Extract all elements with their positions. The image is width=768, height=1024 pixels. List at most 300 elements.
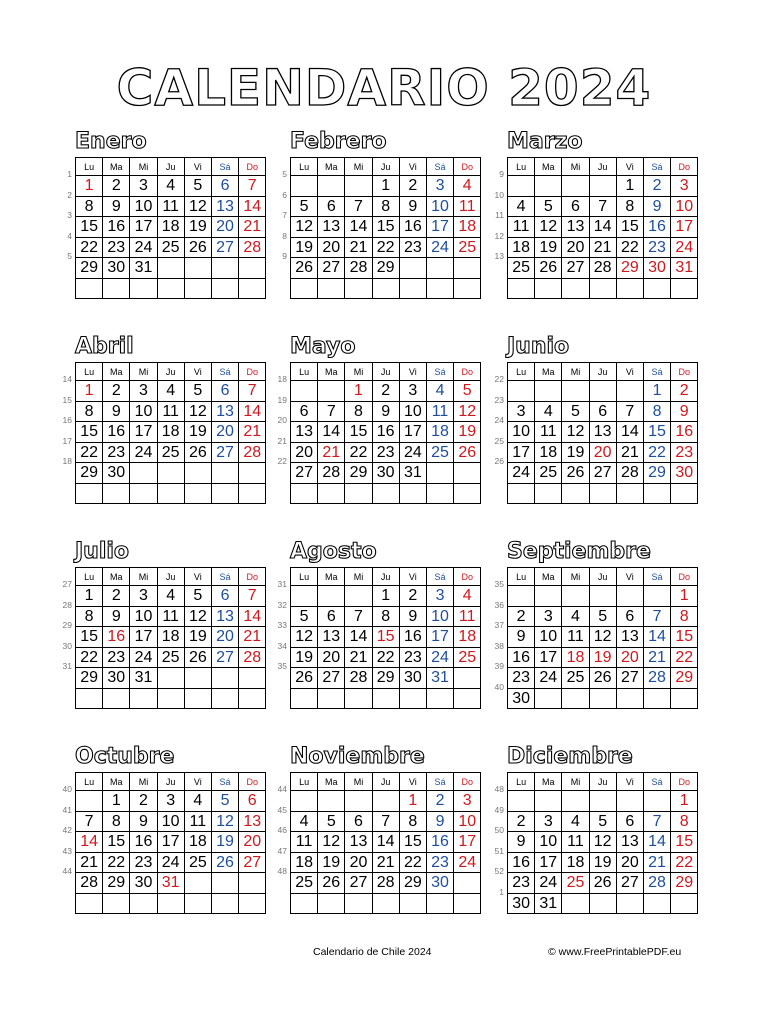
weekday-header: Mi (345, 363, 372, 381)
week-number: 19 (277, 394, 287, 405)
month-name: Junio (507, 334, 570, 359)
empty-cell (399, 688, 426, 709)
empty-cell (291, 893, 318, 914)
day-cell: 29 (372, 668, 399, 689)
day-cell: 24 (508, 463, 535, 484)
day-cell: 21 (372, 852, 399, 873)
empty-cell (318, 381, 345, 402)
empty-cell (291, 381, 318, 402)
day-cell: 30 (399, 668, 426, 689)
month-grid (75, 567, 266, 709)
day-cell: 7 (239, 586, 266, 607)
empty-cell (399, 483, 426, 504)
day-cell: 4 (157, 176, 184, 197)
week-number: 20 (277, 415, 287, 425)
weekday-header: Vi (616, 568, 643, 586)
empty-cell (562, 278, 589, 299)
week-number: 35 (277, 661, 287, 671)
week-numbers (482, 778, 504, 901)
day-cell: 26 (184, 442, 211, 463)
day-cell: 17 (157, 832, 184, 853)
day-cell: 25 (426, 442, 453, 463)
day-cell: 14 (372, 832, 399, 853)
day-cell: 4 (157, 381, 184, 402)
empty-cell (535, 381, 562, 402)
week-number: 12 (494, 230, 504, 241)
day-cell: 5 (211, 791, 238, 812)
week-number: 39 (494, 661, 504, 671)
day-cell: 9 (103, 196, 130, 217)
day-cell: 8 (372, 196, 399, 217)
day-cell: 20 (291, 442, 318, 463)
empty-cell (345, 893, 372, 914)
day-cell: 14 (643, 627, 670, 648)
day-cell: 11 (157, 401, 184, 422)
day-cell: 27 (562, 258, 589, 279)
calendar-title: CALENDARIO 2024 (116, 59, 652, 117)
day-cell: 12 (562, 422, 589, 443)
month-grid (290, 362, 481, 504)
empty-cell (103, 278, 130, 299)
day-cell: 27 (318, 258, 345, 279)
week-row (291, 401, 481, 422)
day-cell: 6 (239, 791, 266, 812)
weekday-header: Sá (211, 158, 238, 176)
day-cell: 31 (399, 463, 426, 484)
day-cell: 18 (562, 647, 589, 668)
month-0 (50, 129, 290, 337)
empty-cell (671, 893, 698, 914)
empty-cell (643, 483, 670, 504)
day-cell: 10 (399, 401, 426, 422)
week-number: 17 (62, 435, 72, 446)
empty-cell (589, 381, 616, 402)
empty-cell (157, 278, 184, 299)
day-cell: 1 (103, 791, 130, 812)
day-cell: 15 (671, 832, 698, 853)
day-cell: 12 (291, 627, 318, 648)
day-cell: 30 (130, 873, 157, 894)
empty-cell (184, 873, 211, 894)
weekday-header: Mi (562, 568, 589, 586)
empty-cell (562, 176, 589, 197)
day-cell: 23 (426, 852, 453, 873)
day-cell: 14 (76, 832, 103, 853)
day-cell: 30 (508, 688, 535, 709)
day-cell: 1 (372, 586, 399, 607)
day-cell: 28 (589, 258, 616, 279)
empty-cell (589, 688, 616, 709)
day-cell: 22 (671, 647, 698, 668)
day-cell: 16 (103, 217, 130, 238)
empty-cell (239, 668, 266, 689)
day-cell: 18 (157, 217, 184, 238)
day-cell: 9 (508, 832, 535, 853)
empty-cell (454, 668, 481, 689)
empty-cell (426, 278, 453, 299)
empty-cell (535, 791, 562, 812)
day-cell: 14 (318, 422, 345, 443)
week-number: 47 (277, 845, 287, 856)
empty-cell (318, 278, 345, 299)
day-cell: 23 (508, 873, 535, 894)
day-cell: 26 (318, 873, 345, 894)
empty-cell (508, 483, 535, 504)
day-cell: 20 (211, 217, 238, 238)
weekday-header: Ma (535, 158, 562, 176)
week-row (508, 688, 698, 709)
day-cell: 12 (535, 217, 562, 238)
month-name: Octubre (75, 744, 175, 769)
empty-cell (184, 688, 211, 709)
week-number: 27 (62, 579, 72, 589)
day-cell: 6 (211, 381, 238, 402)
week-number: 48 (277, 866, 287, 876)
day-cell: 3 (130, 381, 157, 402)
day-cell: 6 (211, 586, 238, 607)
day-cell: 25 (291, 873, 318, 894)
weekday-header: Do (671, 158, 698, 176)
weekday-header: Vi (184, 363, 211, 381)
empty-cell (372, 893, 399, 914)
day-cell: 16 (399, 217, 426, 238)
empty-cell (76, 791, 103, 812)
empty-cell (130, 688, 157, 709)
day-cell: 15 (76, 627, 103, 648)
day-cell: 5 (291, 196, 318, 217)
day-cell: 18 (508, 237, 535, 258)
day-cell: 3 (454, 791, 481, 812)
weekday-header: Ju (589, 568, 616, 586)
day-cell: 28 (643, 668, 670, 689)
week-number: 11 (495, 210, 504, 220)
empty-cell (508, 381, 535, 402)
day-cell: 30 (671, 463, 698, 484)
week-row (76, 791, 266, 812)
day-cell: 24 (399, 442, 426, 463)
day-cell: 10 (508, 422, 535, 443)
week-number: 42 (62, 825, 72, 835)
day-cell: 22 (345, 442, 372, 463)
week-numbers (265, 573, 287, 676)
month-grid (507, 567, 698, 709)
weekday-header: Lu (291, 158, 318, 176)
month-grid (75, 157, 266, 299)
week-numbers (50, 573, 72, 676)
month-name: Agosto (290, 539, 377, 564)
day-cell: 19 (211, 832, 238, 853)
weekday-header: Ma (103, 158, 130, 176)
day-cell: 21 (239, 422, 266, 443)
week-row (508, 647, 698, 668)
day-cell: 6 (318, 196, 345, 217)
day-cell: 20 (616, 852, 643, 873)
day-cell: 1 (671, 586, 698, 607)
week-row (76, 442, 266, 463)
week-row (291, 873, 481, 894)
week-row (291, 647, 481, 668)
weekday-header: Mi (562, 158, 589, 176)
day-cell: 5 (535, 196, 562, 217)
day-cell: 7 (345, 196, 372, 217)
week-row (508, 627, 698, 648)
day-cell: 17 (426, 627, 453, 648)
weekday-header: Sá (643, 363, 670, 381)
empty-cell (616, 791, 643, 812)
empty-cell (643, 791, 670, 812)
day-cell: 13 (616, 627, 643, 648)
day-cell: 26 (589, 668, 616, 689)
day-cell: 14 (345, 627, 372, 648)
empty-cell (562, 688, 589, 709)
day-cell: 9 (372, 401, 399, 422)
day-cell: 14 (589, 217, 616, 238)
week-number: 40 (494, 681, 504, 692)
day-cell: 17 (671, 217, 698, 238)
day-cell: 13 (239, 811, 266, 832)
day-cell: 19 (562, 442, 589, 463)
day-cell: 8 (616, 196, 643, 217)
day-cell: 30 (103, 258, 130, 279)
day-cell: 19 (184, 217, 211, 238)
month-11 (482, 744, 722, 952)
week-row (291, 606, 481, 627)
day-cell: 22 (643, 442, 670, 463)
weekday-header: Ju (157, 158, 184, 176)
empty-cell (291, 483, 318, 504)
week-row (291, 381, 481, 402)
weekday-header: Sá (426, 158, 453, 176)
day-cell: 6 (562, 196, 589, 217)
day-cell: 1 (76, 381, 103, 402)
month-4 (265, 334, 505, 542)
day-cell: 16 (508, 852, 535, 873)
day-cell: 2 (103, 381, 130, 402)
empty-cell (318, 176, 345, 197)
week-numbers (265, 368, 287, 471)
empty-cell (157, 688, 184, 709)
week-numbers (482, 573, 504, 696)
weekday-header: Vi (184, 568, 211, 586)
day-cell: 5 (184, 176, 211, 197)
day-cell: 10 (157, 811, 184, 832)
empty-cell (562, 586, 589, 607)
week-row (508, 258, 698, 279)
weekday-header: Do (454, 363, 481, 381)
week-number: 45 (277, 804, 287, 815)
day-cell: 4 (454, 176, 481, 197)
day-cell: 26 (562, 463, 589, 484)
week-number: 46 (277, 825, 287, 835)
day-cell: 12 (589, 832, 616, 853)
week-row (291, 176, 481, 197)
weekday-header: Ma (103, 773, 130, 791)
day-cell: 3 (671, 176, 698, 197)
weekday-header: Do (454, 158, 481, 176)
day-cell: 23 (671, 442, 698, 463)
day-cell: 10 (535, 627, 562, 648)
week-number: 24 (494, 415, 504, 425)
week-number: 3 (67, 210, 72, 220)
empty-cell (318, 688, 345, 709)
week-number: 29 (62, 620, 72, 630)
day-cell: 20 (318, 237, 345, 258)
day-cell: 1 (643, 381, 670, 402)
weekday-header: Mi (130, 773, 157, 791)
day-cell: 26 (184, 647, 211, 668)
day-cell: 27 (239, 852, 266, 873)
empty-cell (76, 893, 103, 914)
weekday-header: Ju (372, 363, 399, 381)
week-number: 51 (494, 845, 504, 856)
week-row (508, 873, 698, 894)
month-grid (290, 567, 481, 709)
day-cell: 28 (239, 442, 266, 463)
day-cell: 7 (239, 176, 266, 197)
day-cell: 8 (345, 401, 372, 422)
day-cell: 28 (318, 463, 345, 484)
empty-cell (103, 483, 130, 504)
day-cell: 4 (562, 811, 589, 832)
week-number: 21 (277, 435, 287, 446)
empty-cell (426, 688, 453, 709)
day-cell: 29 (616, 258, 643, 279)
weekday-header: Ju (589, 363, 616, 381)
day-cell: 19 (589, 647, 616, 668)
day-cell: 28 (239, 647, 266, 668)
weekday-header: Lu (76, 568, 103, 586)
day-cell: 15 (372, 627, 399, 648)
day-cell: 13 (318, 217, 345, 238)
day-cell: 29 (671, 873, 698, 894)
empty-cell (616, 688, 643, 709)
weekday-header: Vi (184, 773, 211, 791)
weekday-header: Sá (211, 363, 238, 381)
day-cell: 22 (616, 237, 643, 258)
day-cell: 25 (157, 237, 184, 258)
day-cell: 15 (372, 217, 399, 238)
month-name: Enero (75, 129, 147, 154)
week-number: 34 (277, 640, 287, 651)
empty-cell (426, 258, 453, 279)
empty-cell (239, 258, 266, 279)
empty-cell (671, 278, 698, 299)
empty-cell (454, 873, 481, 894)
day-cell: 21 (239, 627, 266, 648)
day-cell: 11 (508, 217, 535, 238)
day-cell: 6 (345, 811, 372, 832)
month-name: Febrero (290, 129, 387, 154)
day-cell: 18 (291, 852, 318, 873)
day-cell: 17 (130, 627, 157, 648)
day-cell: 8 (399, 811, 426, 832)
week-row (76, 811, 266, 832)
day-cell: 4 (535, 401, 562, 422)
day-cell: 26 (291, 668, 318, 689)
day-cell: 9 (399, 606, 426, 627)
empty-cell (508, 278, 535, 299)
day-cell: 23 (508, 668, 535, 689)
day-cell: 20 (562, 237, 589, 258)
day-cell: 3 (426, 176, 453, 197)
week-row (76, 258, 266, 279)
day-cell: 29 (76, 668, 103, 689)
day-cell: 26 (535, 258, 562, 279)
day-cell: 23 (103, 442, 130, 463)
day-cell: 11 (562, 627, 589, 648)
week-row (291, 463, 481, 484)
day-cell: 16 (643, 217, 670, 238)
weekday-header: Do (239, 773, 266, 791)
day-cell: 24 (130, 442, 157, 463)
weekday-header: Lu (76, 363, 103, 381)
weekday-header: Lu (508, 363, 535, 381)
day-cell: 7 (643, 606, 670, 627)
day-cell: 13 (211, 606, 238, 627)
day-cell: 2 (399, 586, 426, 607)
day-cell: 20 (616, 647, 643, 668)
day-cell: 9 (103, 401, 130, 422)
week-row (508, 381, 698, 402)
week-row (291, 627, 481, 648)
empty-cell (508, 586, 535, 607)
week-number: 10 (494, 189, 504, 200)
day-cell: 4 (454, 586, 481, 607)
week-row (76, 463, 266, 484)
day-cell: 8 (103, 811, 130, 832)
day-cell: 26 (184, 237, 211, 258)
empty-cell (562, 791, 589, 812)
day-cell: 29 (643, 463, 670, 484)
empty-cell (671, 483, 698, 504)
week-number: 44 (277, 784, 287, 794)
day-cell: 3 (130, 586, 157, 607)
day-cell: 23 (372, 442, 399, 463)
day-cell: 22 (671, 852, 698, 873)
day-cell: 20 (318, 647, 345, 668)
day-cell: 9 (103, 606, 130, 627)
day-cell: 13 (562, 217, 589, 238)
week-number: 6 (282, 189, 287, 200)
day-cell: 21 (345, 237, 372, 258)
day-cell: 3 (399, 381, 426, 402)
day-cell: 24 (426, 237, 453, 258)
day-cell: 24 (157, 852, 184, 873)
day-cell: 4 (184, 791, 211, 812)
empty-cell (184, 278, 211, 299)
day-cell: 13 (211, 401, 238, 422)
week-row (76, 196, 266, 217)
day-cell: 18 (184, 832, 211, 853)
week-number: 38 (494, 640, 504, 651)
weekday-header: Ju (372, 568, 399, 586)
month-grid (290, 772, 481, 914)
week-row (508, 442, 698, 463)
weekday-header: Do (454, 773, 481, 791)
weekday-header: Do (454, 568, 481, 586)
day-cell: 1 (76, 586, 103, 607)
weekday-header: Ju (157, 363, 184, 381)
day-cell: 25 (562, 873, 589, 894)
empty-cell (157, 258, 184, 279)
day-cell: 28 (345, 258, 372, 279)
week-row (508, 422, 698, 443)
week-row (76, 852, 266, 873)
empty-cell (211, 688, 238, 709)
day-cell: 5 (318, 811, 345, 832)
weekday-header: Lu (508, 773, 535, 791)
day-cell: 24 (130, 237, 157, 258)
